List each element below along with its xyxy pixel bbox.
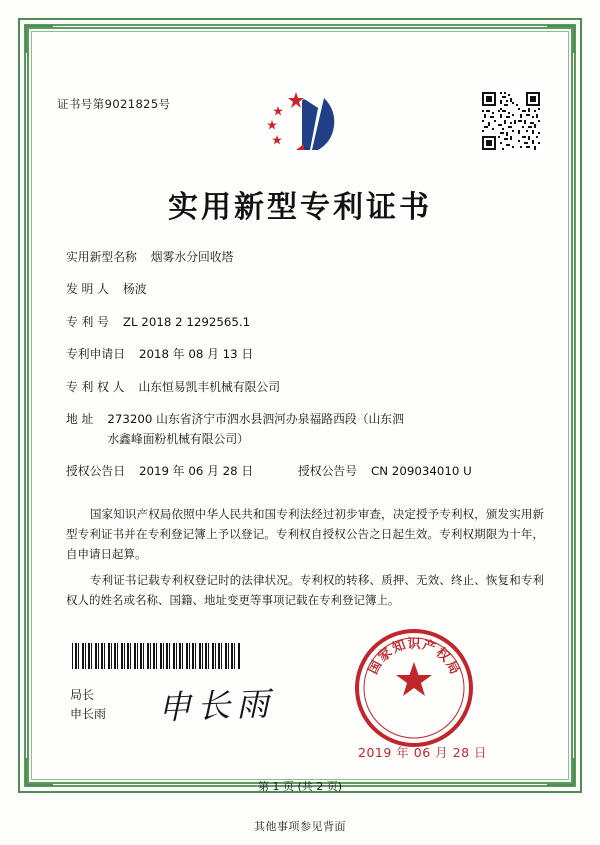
svg-text:知: 知 — [390, 637, 408, 657]
field-row-inventor — [66, 280, 544, 299]
field-label: 专利申请日 — [66, 347, 125, 362]
paragraph-2: 专利证书记载专利权登记时的法律状况。专利权的转移、质押、无效、终止、恢复和专利权人的姓名或名称、国籍、地址变更等事项记载在专利登记簿上。 — [66, 573, 544, 608]
page-title: 实用新型专利证书 — [168, 190, 432, 225]
field-row-patentee — [66, 378, 544, 397]
field-label: 专 利 权 人 — [66, 379, 125, 394]
cnipa-logo-icon — [252, 88, 348, 156]
field-value — [107, 410, 544, 449]
address-line-2: 水鑫峰面粉机械有限公司） — [107, 431, 249, 446]
field-value: ZL 2018 2 1292565.1 — [122, 314, 251, 329]
field-value: 烟雾水分回收塔 — [150, 250, 234, 264]
field-row-invention-name — [66, 248, 544, 267]
grant-date-group — [66, 462, 298, 481]
field-row-application-date — [66, 345, 544, 364]
barcode — [72, 643, 240, 669]
official-seal — [352, 626, 476, 750]
certificate-number: 证书号第9021825号 — [57, 97, 171, 111]
field-label: 授权公告日 — [66, 464, 125, 479]
field-value: 2018 年 08 月 13 日 — [139, 347, 254, 362]
field-label: 地 址 — [66, 412, 94, 427]
page-number: 第 1 页 (共 2 页) — [257, 780, 343, 793]
corner-ornament-top-left — [25, 25, 53, 53]
director-name: 申长雨 — [70, 707, 107, 722]
field-value: CN 209034010 U — [371, 464, 472, 479]
field-label: 实用新型名称 — [66, 250, 137, 264]
field-label: 专 利 号 — [66, 314, 109, 329]
field-value: 杨波 — [122, 282, 147, 297]
field-row-grant-announcement — [66, 462, 544, 481]
grant-number-group — [298, 462, 544, 481]
qr-code — [480, 90, 542, 152]
field-label: 授权公告号 — [298, 464, 357, 479]
corner-ornament-top-right — [547, 25, 575, 53]
svg-text:国: 国 — [365, 658, 386, 677]
seal-date: 2019 年 06 月 28 日 — [358, 745, 487, 760]
handwritten-signature: 申长雨 — [157, 683, 276, 728]
field-row-address — [66, 410, 544, 449]
field-value: 山东恒易凯丰机械有限公司 — [138, 379, 281, 394]
address-line-1: 273200 山东省济宁市泗水县泗河办泉福路西段（山东泗 — [107, 412, 404, 427]
field-row-patent-number — [66, 313, 544, 332]
director-label: 局长 — [70, 688, 95, 702]
signature-labels — [70, 686, 106, 724]
svg-text:家: 家 — [375, 645, 396, 666]
field-label: 发 明 人 — [66, 282, 109, 297]
paragraph-1: 国家知识产权局依照中华人民共和国专利法经过初步审查，决定授予专利权，颁发实用新型专利证书并在专利登记簿上予以登记。专利权自授权公告之日起生效。专利权期限为十年，自申请日起算。 — [66, 507, 544, 561]
svg-text:局: 局 — [442, 658, 463, 677]
svg-text:权: 权 — [432, 645, 453, 666]
footer-note: 其他事项参见背面 — [254, 820, 346, 833]
field-list — [66, 248, 544, 495]
field-value: 2019 年 06 月 28 日 — [139, 464, 254, 479]
svg-text:产: 产 — [420, 637, 438, 657]
legal-text — [66, 505, 544, 618]
svg-text:识: 识 — [407, 637, 421, 652]
